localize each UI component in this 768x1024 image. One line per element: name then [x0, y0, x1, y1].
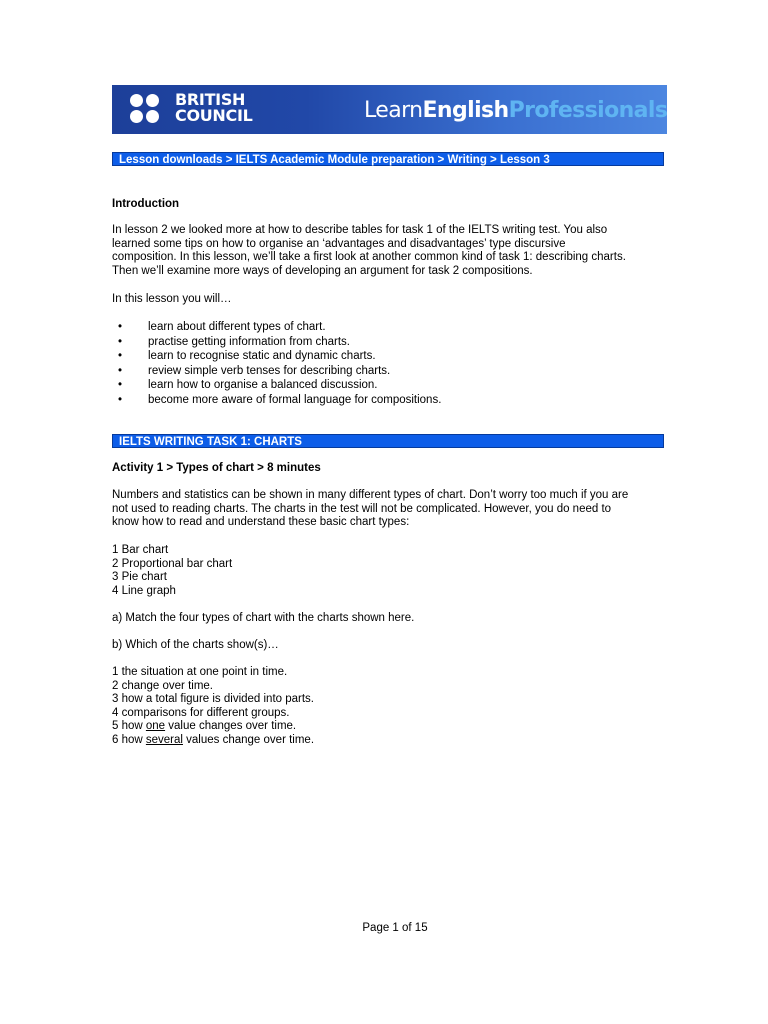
list-item: • review simple verb tenses for describing charts.	[118, 364, 391, 377]
breadcrumb: Lesson downloads > IELTS Academic Module preparation > Writing > Lesson 3	[112, 152, 664, 166]
page-number: Page 1 of 15	[362, 922, 428, 934]
chart-types-list	[112, 544, 672, 598]
section-title-bar: IELTS WRITING TASK 1: CHARTS	[112, 434, 664, 448]
intro-paragraph: In lesson 2 we looked more at how to describe tables for task 1 of the IELTS writing test. You also learned some tips on how to organise an ‘advantages and disadvantages’ type discursive composition. In this lesson, we’ll take a first look at another common kind of task 1: describing charts. Then we’ll examine more ways of developing an argument for task 2 compositions.	[112, 224, 626, 277]
question-a: a) Match the four types of chart with the charts shown here.	[112, 612, 415, 624]
list-item: • practise getting information from charts.	[118, 335, 350, 348]
list-item: • become more aware of formal language for compositions.	[118, 393, 442, 406]
list-item: • learn about different types of chart.	[118, 321, 326, 333]
list-item: 3 how a total figure is divided into parts.	[112, 693, 315, 705]
header-banner	[112, 85, 667, 134]
intro-lead: In this lesson you will…	[112, 293, 232, 305]
question-b: b) Which of the charts show(s)…	[112, 639, 279, 651]
british-council-logo-icon	[130, 94, 160, 124]
lesson-goals-list	[112, 320, 441, 407]
list-item: 5 how one value changes over time.	[112, 720, 297, 732]
list-item: 3 Pie chart	[112, 571, 167, 583]
learnenglish-professionals-title: LearnEnglishProfessionals	[364, 98, 667, 123]
list-item: 2 Proportional bar chart	[112, 557, 233, 570]
question-b-items	[112, 666, 672, 747]
list-item: 4 Line graph	[112, 584, 176, 597]
list-item: 2 change over time.	[112, 679, 214, 692]
list-item: • learn to recognise static and dynamic charts.	[118, 350, 376, 362]
list-item: • learn how to organise a balanced discussion.	[118, 379, 378, 391]
list-item: 1 Bar chart	[112, 544, 169, 556]
list-item: 1 the situation at one point in time.	[112, 666, 288, 678]
activity-heading: Activity 1 > Types of chart > 8 minutes	[112, 462, 321, 474]
introduction-heading: Introduction	[112, 198, 180, 210]
list-item: 6 how several values change over time.	[112, 733, 315, 746]
british-council-wordmark: BRITISH COUNCIL	[175, 90, 253, 125]
activity-paragraph: Numbers and statistics can be shown in many different types of chart. Don’t worry too much if you are not used to reading charts. The charts in the test will not be complicated. However, you do need to know how to read and understand these basic chart types:	[112, 489, 629, 528]
list-item: 4 comparisons for different groups.	[112, 706, 290, 719]
